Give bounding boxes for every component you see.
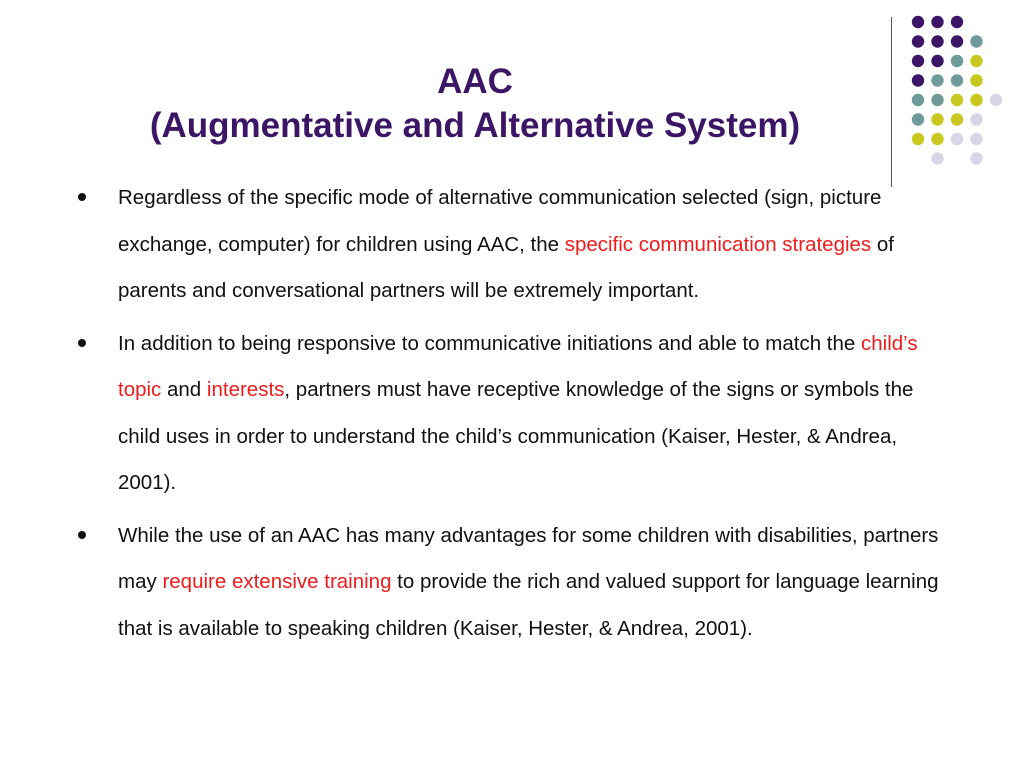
bullet-dot-icon: [78, 531, 86, 539]
decorative-dot-teal: [912, 113, 924, 125]
decorative-dot-purple: [951, 16, 963, 28]
decorative-dot-lavender: [970, 113, 982, 125]
decorative-dot-teal: [951, 74, 963, 86]
bullet-text: and: [161, 378, 207, 401]
decorative-dot-purple: [912, 55, 924, 67]
decorative-dot-purple: [931, 55, 943, 67]
title-line-2: (Augmentative and Alternative System): [149, 106, 801, 145]
decorative-dot-yellow: [931, 113, 943, 125]
decorative-dot-yellow: [970, 55, 982, 67]
bullet-text: While the use of an AAC has many advantages for some children with disabilities, partners may: [118, 523, 939, 593]
decorative-dot-lavender: [970, 133, 982, 145]
decorative-dot-yellow: [951, 113, 963, 125]
decorative-dot-teal: [951, 55, 963, 67]
decorative-dot-yellow: [970, 74, 982, 86]
decorative-dot-teal: [970, 35, 982, 47]
bullet-item: [78, 513, 958, 653]
decorative-dot-purple: [912, 16, 924, 28]
bullet-text: to provide the rich and valued support for language learning that is available to speaking children (Kaiser, Hester, & Andrea, 2001).: [118, 570, 939, 640]
decorative-dot-lavender: [970, 152, 982, 164]
highlighted-text: specific communication strategies: [564, 232, 872, 256]
decorative-dot-teal: [912, 94, 924, 106]
decorative-dot-purple: [912, 74, 924, 86]
decorative-dot-purple: [931, 35, 943, 47]
bullet-text: of parents and conversational partners will be extremely important.: [118, 232, 894, 302]
bullet-text: Regardless of the specific mode of alternative communication selected (sign, picture exchange, computer) for children using AAC, the: [118, 186, 882, 256]
bullet-item: [78, 175, 958, 315]
decorative-dot-lavender: [951, 133, 963, 145]
decorative-dot-lavender: [990, 94, 1002, 106]
decorative-dot-yellow: [951, 94, 963, 106]
bullet-dot-icon: [78, 193, 86, 201]
bullet-text: , partners must have receptive knowledge of the signs or symbols the child uses in order to understand the child’s communication (Kaiser, Hester, & Andrea, 2001).: [118, 378, 914, 494]
bullet-item: [78, 321, 958, 507]
highlighted-text: interests: [206, 378, 285, 401]
decorative-dot-teal: [931, 74, 943, 86]
slide-title: [60, 60, 890, 148]
title-line-1: AAC: [437, 62, 513, 101]
decorative-dot-purple: [951, 35, 963, 47]
decorative-dot-yellow: [912, 133, 924, 145]
decorative-dot-purple: [912, 35, 924, 47]
decorative-dot-lavender: [931, 152, 943, 164]
highlighted-text: require extensive training: [162, 570, 392, 593]
decorative-dot-yellow: [931, 133, 943, 145]
decorative-dot-yellow: [970, 94, 982, 106]
highlighted-text: child’s topic: [118, 331, 918, 401]
bullet-text: In addition to being responsive to communicative initiations and able to match the: [118, 331, 861, 355]
decorative-dot-purple: [931, 16, 943, 28]
bullet-dot-icon: [78, 339, 86, 347]
vertical-divider: [891, 17, 892, 187]
bullet-list: [78, 175, 958, 658]
decorative-dot-teal: [931, 94, 943, 106]
